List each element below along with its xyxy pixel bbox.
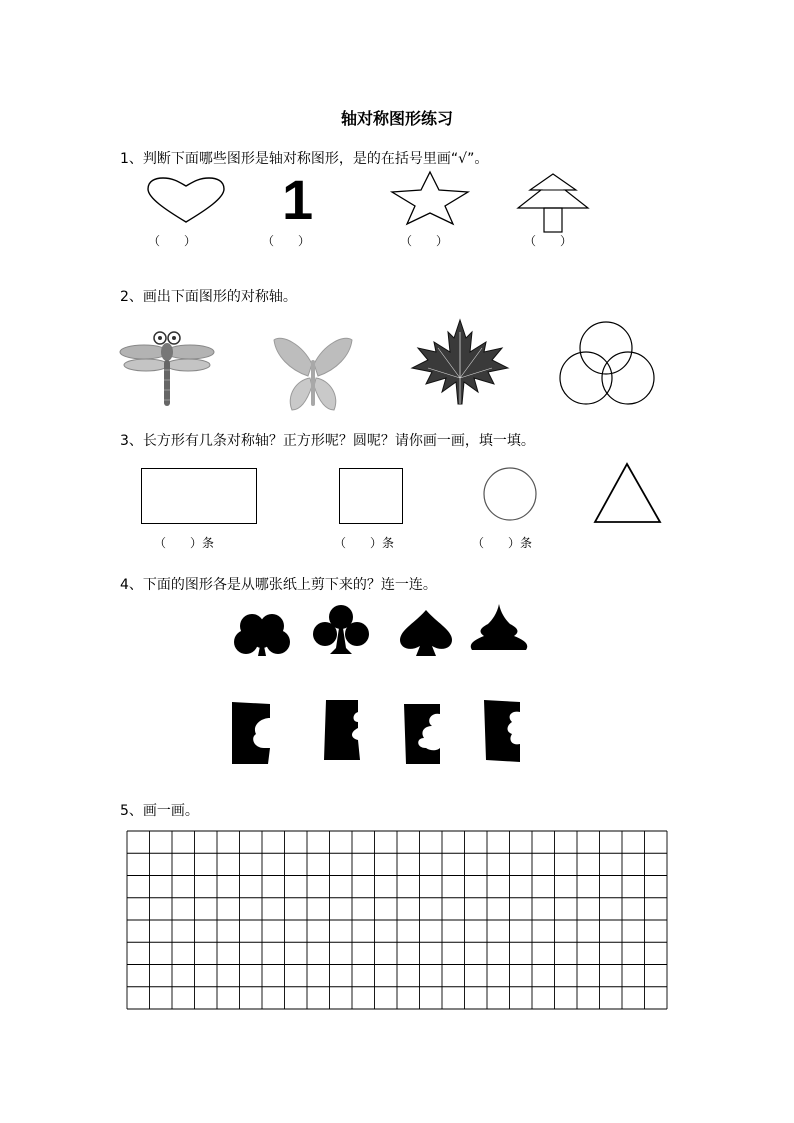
square-shape	[339, 468, 403, 524]
q1-bracket-1[interactable]: （ ）	[148, 234, 197, 248]
question-2-text: 2、画出下面图形的对称轴。	[120, 289, 297, 305]
q3-answer-circle[interactable]: （ ）条	[472, 536, 533, 550]
question-5-text: 5、画一画。	[120, 803, 199, 819]
tree-shape	[513, 172, 593, 234]
q1-bracket-2[interactable]: （ ）	[262, 234, 311, 248]
dome-shape[interactable]	[468, 602, 530, 656]
folded-paper-2[interactable]	[322, 698, 364, 764]
club-shape[interactable]	[310, 604, 372, 656]
spade-shape[interactable]	[398, 608, 454, 656]
heart-shape	[146, 176, 226, 226]
question-4-text: 4、下面的图形各是从哪张纸上剪下来的？连一连。	[120, 577, 437, 593]
maple-leaf-image	[408, 318, 512, 408]
drawing-grid[interactable]	[126, 830, 668, 1014]
three-leaf-clover-shape[interactable]	[232, 610, 292, 656]
folded-paper-1[interactable]	[230, 700, 272, 766]
circle-shape	[482, 466, 540, 524]
three-circles-shape	[558, 320, 658, 410]
q1-bracket-3[interactable]: （ ）	[400, 234, 449, 248]
dragonfly-image	[118, 328, 216, 410]
q1-bracket-4[interactable]: （ ）	[524, 234, 573, 248]
digit-one-shape: 1	[282, 168, 314, 231]
q3-answer-rectangle[interactable]: （ ）条	[154, 536, 215, 550]
grid-lines[interactable]	[126, 830, 668, 1010]
question-1-text: 1、判断下面哪些图形是轴对称图形，是的在括号里画“√”。	[120, 151, 489, 167]
butterfly-image	[272, 334, 354, 416]
q3-answer-square[interactable]: （ ）条	[334, 536, 395, 550]
folded-paper-4[interactable]	[482, 698, 522, 764]
question-3-text: 3、长方形有几条对称轴？正方形呢？圆呢？请你画一画，填一填。	[120, 433, 535, 449]
folded-paper-3[interactable]	[402, 702, 442, 766]
triangle-shape	[593, 462, 663, 524]
rectangle-shape	[141, 468, 257, 524]
star-shape	[390, 170, 470, 226]
page-title: 轴对称图形练习	[340, 109, 453, 128]
